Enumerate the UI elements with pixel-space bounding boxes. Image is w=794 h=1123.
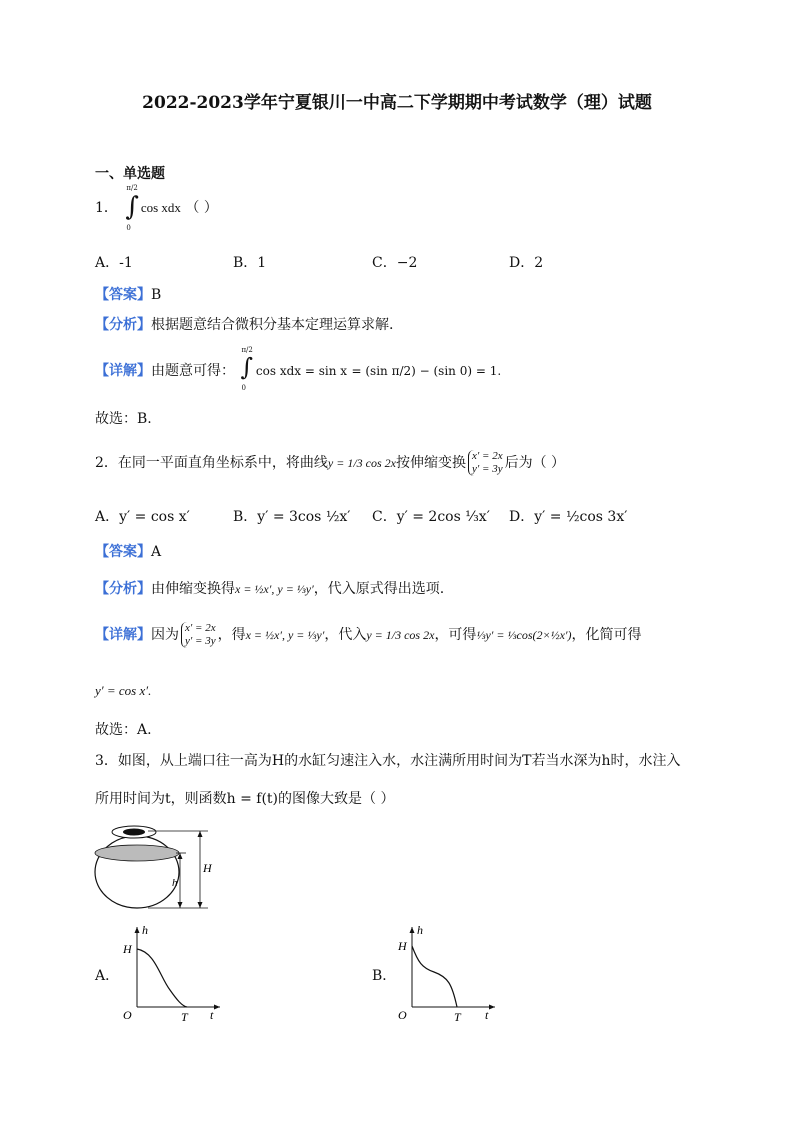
transform-y: y′ = 3y (472, 463, 503, 475)
q1-option-a[interactable]: A．-1 (95, 255, 133, 271)
fig-label-h: h (172, 877, 178, 889)
question-number: 2． (95, 455, 118, 471)
q1-answer (95, 284, 161, 304)
axis-t-label: t (210, 1008, 214, 1022)
analysis-text-b: ，代入原式得出选项. (313, 581, 445, 597)
transform-system (468, 450, 503, 476)
question-2 (95, 450, 565, 476)
detail-equation: cos xdx = sin x (255, 364, 348, 378)
q2-answer (95, 541, 161, 561)
analysis-equation: x = ½x′, y = ⅓y′ (235, 582, 314, 596)
q2-stem-a: 在同一平面直角坐标系中，将曲线 (117, 455, 328, 471)
fig-label-H: H (203, 861, 212, 875)
water-tank-figure (88, 822, 218, 914)
transform-system (181, 622, 216, 648)
q2-option-c[interactable]: C．y′ = 2cos ⅓x′ (372, 509, 490, 525)
q2-choose: 故选：A. (95, 722, 152, 738)
graph-H-label: H (398, 939, 407, 953)
q2-stem-c: 后为（ ） (504, 455, 566, 471)
q1-option-c[interactable]: C．−2 (372, 255, 418, 271)
question-3 (95, 750, 680, 770)
analysis-text: 根据题意结合微积分基本定理运算求解. (151, 317, 394, 333)
analysis-text-a: 由伸缩变换得 (151, 581, 235, 597)
integral-sign-icon: ∫ (125, 192, 139, 222)
transform-x: x′ = 2x (185, 622, 216, 634)
q3-option-b-graph[interactable] (390, 922, 500, 1022)
detail-result: = (sin π/2) − (sin 0) = 1. (351, 364, 502, 378)
integrand: cos xdx (140, 200, 181, 215)
q1-option-d[interactable]: D．2 (509, 255, 544, 271)
transform-x: x′ = 2x (472, 450, 503, 462)
graph-T-label: T (181, 1010, 188, 1022)
section-heading: 一、单选题 (95, 166, 165, 182)
origin-label: O (123, 1008, 132, 1022)
q1-option-b[interactable]: B．1 (233, 255, 267, 271)
answer-tag: 【答案】 (95, 287, 151, 303)
q3-stem-line1: 如图，从上端口往一高为H的水缸匀速注入水，水注满所用时间为T若当水深为h时，水注入 (117, 753, 681, 769)
question-number: 3． (95, 753, 118, 769)
q2-option-a[interactable]: A．y′ = cos x′ (95, 509, 190, 525)
detail-text-c: ，代入 (324, 627, 367, 643)
question-number: 1． (95, 200, 118, 216)
graph-T-label: T (454, 1010, 461, 1022)
answer-paren: （ ） (185, 200, 218, 216)
lower-limit: 0 (126, 224, 131, 232)
q2-curve: y = 1/3 cos 2x (327, 456, 397, 470)
q2-stem-b: 按伸缩变换 (396, 455, 467, 471)
upper-limit: π/2 (126, 184, 138, 192)
q3-option-b-label[interactable]: B． (372, 968, 397, 984)
integral-sign-icon: ∫ (240, 353, 253, 381)
document-title: 2022-2023学年宁夏银川一中高二下学期期中考试数学（理）试题 (142, 93, 652, 113)
q2-option-b[interactable]: B．y′ = 3cos ½x′ (233, 509, 351, 525)
q2-result: y′ = cos x′. (95, 683, 152, 698)
axis-h-label: h (417, 923, 423, 937)
detail-text-e: ，化简可得 (571, 627, 642, 643)
detail-tag: 【详解】 (95, 627, 151, 643)
detail-text-a: 因为 (151, 627, 179, 643)
axis-t-label: t (485, 1008, 489, 1022)
answer-value: A (151, 544, 162, 560)
q2-option-d[interactable]: D．y′ = ½cos 3x′ (509, 509, 628, 525)
detail-tag: 【详解】 (95, 363, 151, 379)
q3-option-a-label[interactable]: A． (95, 968, 120, 984)
answer-tag: 【答案】 (95, 544, 151, 560)
detail-text-d: ，可得 (434, 627, 477, 643)
analysis-tag: 【分析】 (95, 317, 151, 333)
detail-curve: y = 1/3 cos 2x (366, 628, 435, 642)
q1-analysis (95, 314, 393, 334)
detail-prefix: 由题意可得： (151, 363, 235, 379)
origin-label: O (398, 1008, 407, 1022)
question-1 (95, 186, 218, 230)
q1-detail (95, 346, 501, 390)
q2-detail: 【详解】因为 x′ = 2x y′ = 3y ，得x = ½x′, y = ⅓y′，代入y = 1/3 cos 2x，可得⅓y′ = ⅓cos(2×½x′)，化简可得 (95, 622, 642, 647)
q3-option-a-graph[interactable] (115, 922, 225, 1022)
detail-substitution: x = ½x′, y = ⅓y′ (245, 628, 325, 642)
q2-analysis (95, 578, 444, 598)
lower-limit: 0 (241, 384, 246, 392)
axis-h-label: h (142, 923, 148, 937)
q3-stem-line2: 所用时间为t，则函数h = f(t)的图像大致是（ ） (95, 791, 395, 807)
upper-limit: π/2 (241, 346, 253, 354)
graph-H-label: H (123, 942, 132, 956)
q1-choose: 故选：B. (95, 411, 152, 427)
analysis-tag: 【分析】 (95, 581, 151, 597)
detail-text-b: ，得 (217, 627, 246, 643)
answer-value: B (151, 287, 162, 303)
transform-y: y′ = 3y (185, 635, 216, 647)
